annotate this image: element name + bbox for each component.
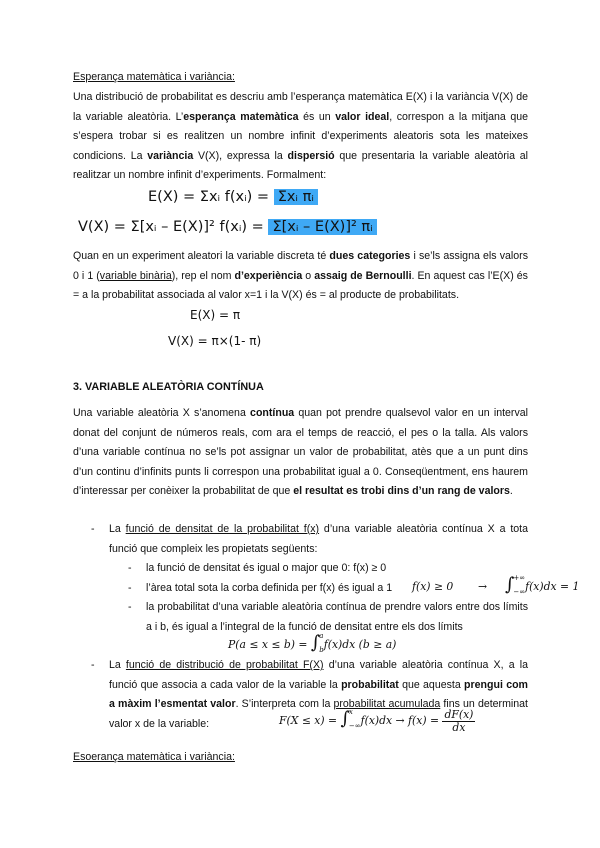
bold-term: prengui com a màxim l’esmentat valor (109, 678, 528, 710)
text-span: que presentaria la variable aleatòria al realitzar un nombre infinit d’experiments. Formalment: (73, 149, 528, 181)
text-span: . En aquest cas l’E(X) és = a la probabilitat associada al valor x=1 i la V(X) és = al producte de probabilitats. (73, 269, 528, 301)
integral-limits (513, 574, 525, 596)
section-heading: Esperança matemàtica i variància: (73, 71, 235, 83)
integrand: f(x)dx (b ≥ a) (323, 638, 397, 651)
underlined-term: funció de distribució de probabilitat F(X) (125, 659, 324, 671)
sub-bullet-area: l’àrea total sota la corba definida per f(x) és igual a 1 (146, 582, 393, 594)
text-span: La (109, 659, 126, 671)
upper-limit: a (319, 632, 324, 640)
sub-bullet-dash: - (128, 562, 132, 574)
formula-bernoulli-variance: V(X) = π×(1- π) (168, 334, 262, 348)
formula-text: V(X) = Σ[xᵢ – E(X)]² f(xᵢ) = (78, 219, 269, 235)
math-interval-probability (228, 632, 396, 654)
bold-term: dispersió (287, 149, 335, 162)
text-span: V(X), expressa la (193, 149, 288, 162)
math-nonneg: f(x) ≥ 0 (412, 580, 454, 593)
sub-bullet-dash: - (128, 582, 132, 594)
integral-sign: ∫ (340, 708, 350, 729)
sub-bullet-dash: - (128, 601, 132, 613)
text-span: i se’ls assigna els valors 0 i 1 ( (73, 250, 528, 282)
integrand: f(x)dx → f(x) = (360, 714, 443, 727)
underlined-term: variable binària (99, 269, 172, 282)
text-span: o (302, 269, 315, 282)
integral-sign: ∫ (505, 574, 515, 595)
fraction-numerator: dF(x) (444, 707, 474, 721)
sub-bullet-nonnegative: la funció de densitat és igual o major que 0: f(x) ≥ 0 (146, 562, 387, 574)
bold-term: assaig de Bernoulli (314, 269, 412, 282)
formula-bernoulli-expectation: E(X) = π (190, 308, 241, 322)
lower-limit: b (319, 646, 324, 654)
formula-highlight: Σxᵢ πᵢ (274, 189, 318, 205)
paragraph-continuous (73, 404, 528, 502)
formula-text: E(X) = Σxᵢ f(xᵢ) = (148, 189, 274, 205)
formula-variance (78, 219, 377, 235)
bold-term: d’experiència (234, 269, 303, 282)
derivative-fraction (442, 709, 475, 734)
text-span: quan pot prendre qualsevol valor en un interval donat del conjunt de números reals, com ara el temps de reacció, el pes o la talla. Als valors d’una variable contínua no se’ls pot assignar un valor de probabilitat, atès que a un punt dins d’un continu d’infinits punts li correspon una probabilitat igual a 0. Conseqüentment, ens haurem d’interessar per conèixer la probabilitat de que (73, 407, 528, 497)
arrow-symbol: → (478, 580, 488, 593)
text-span: d’una variable aleatòria contínua X, a la funció que associa a cada valor de la variable la (109, 659, 528, 691)
text-span: . S’interpreta com la (235, 698, 334, 710)
bullet-density (109, 520, 528, 559)
integrand: f(x)dx = 1 (525, 580, 580, 593)
text-span: d’una variable aleatòria contínua X a tota funció que compleix les propietats següents: (109, 523, 528, 555)
underlined-term: funció de densitat de la probabilitat f(x) (125, 523, 320, 535)
bold-term: probabilitat (341, 678, 399, 691)
text-span: fins un determinat valor x de la variable: (109, 698, 528, 730)
text-span: . (509, 485, 513, 497)
sub-bullet-interval: la probabilitat d’una variable aleatòria contínua de prendre valors entre dos límits a i b, és igual a l’integral de la funció de densitat entre els dos límits (146, 601, 528, 633)
text-span: Una distribució de probabilitat es descriu amb l’esperança matemàtica E(X) i la variància V(X) de la variable aleatòria. L’ (73, 91, 528, 123)
upper-limit: x (348, 708, 353, 716)
bold-term: variància (147, 149, 194, 162)
upper-limit: +∞ (513, 574, 526, 582)
formula-expectation (148, 189, 318, 205)
paragraph-bernoulli (73, 247, 528, 306)
math-integral-one (505, 574, 579, 596)
integral-sign: ∫ (310, 632, 321, 653)
bullet-dash: - (91, 659, 95, 671)
text-span: , correspon a la mitjana que s’espera trobar si es realitzen un nombre infinit d’experiments aleatoris sota les mateixes condicions. La (73, 110, 529, 162)
formula-highlight: Σ[xᵢ – E(X)]² πᵢ (268, 219, 376, 235)
lower-limit: −∞ (348, 722, 361, 730)
math-distribution-function (279, 708, 475, 734)
integral-limits (349, 708, 361, 730)
prob-expression: P(a ≤ x ≤ b) = (228, 638, 311, 651)
text-span: La (109, 523, 126, 535)
text-span: que aquesta (398, 678, 465, 691)
lower-limit: −∞ (513, 588, 526, 596)
text-span: ), rep el nom (171, 269, 235, 282)
bold-term: esperança matemàtica (183, 110, 299, 123)
cdf-expression: F(X ≤ x) = (279, 714, 341, 727)
footer-heading: Esoerança matemàtica i variància: (73, 751, 235, 763)
text-span: Una variable aleatòria X s’anomena (73, 407, 251, 419)
bold-term: contínua (250, 407, 295, 419)
underlined-term: probabilitat acumulada (333, 698, 441, 710)
bullet-dash: - (91, 523, 95, 535)
bold-term: el resultat es trobi dins d’un rang de valors (293, 485, 510, 497)
text-span: Quan en un experiment aleatori la variable discreta té (73, 250, 330, 262)
bold-term: dues categories (329, 250, 411, 262)
text-span: és un (298, 110, 336, 123)
fraction-denominator: dx (452, 720, 466, 734)
paragraph-expectation (73, 88, 528, 186)
section-title: 3. VARIABLE ALEATÒRIA CONTÍNUA (73, 381, 264, 393)
bold-term: valor ideal (335, 110, 390, 123)
